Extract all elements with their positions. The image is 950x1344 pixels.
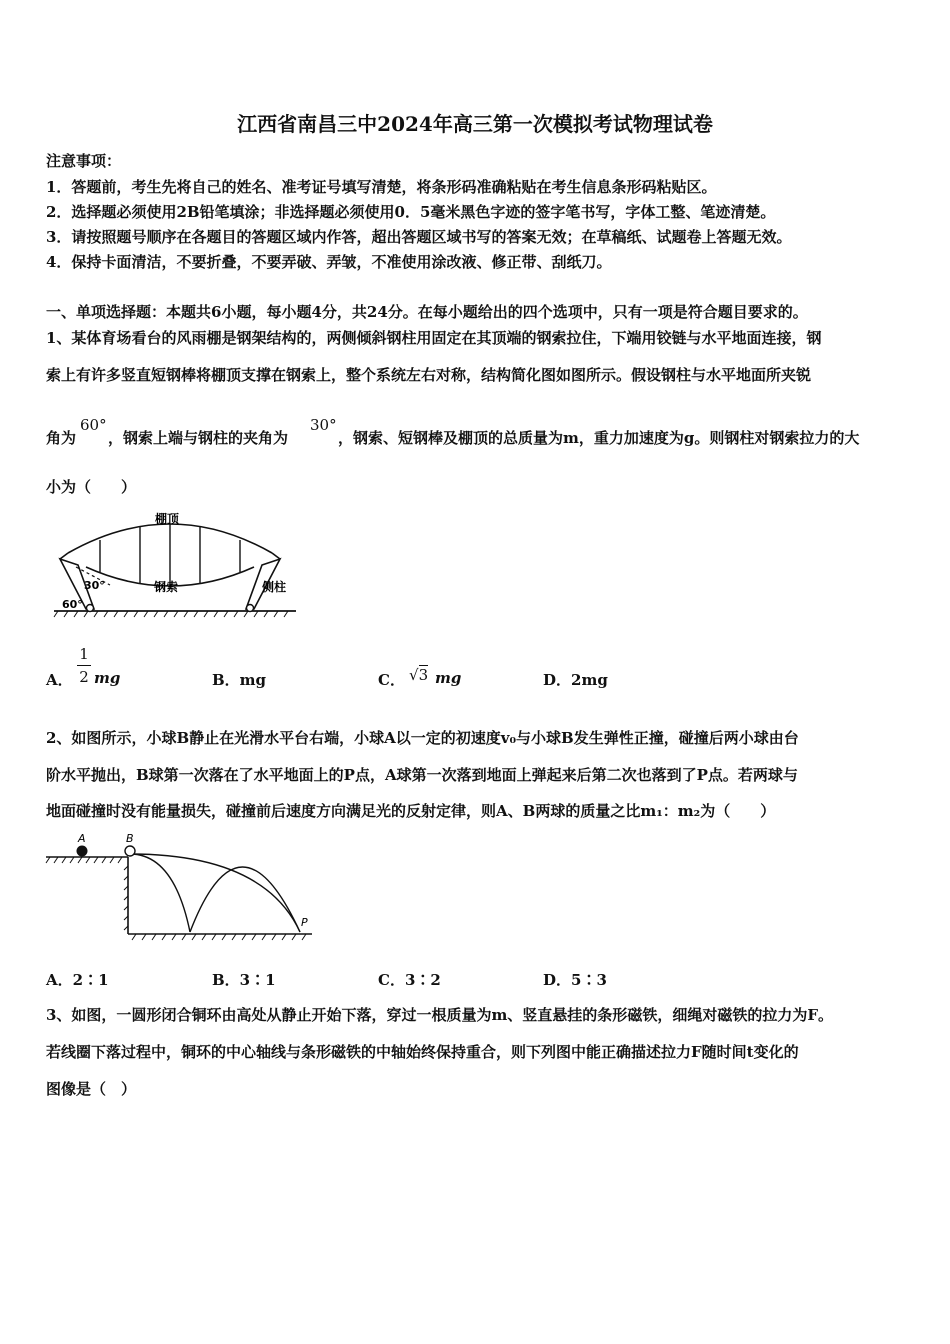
q1-label-30: 30° bbox=[84, 579, 105, 592]
q1-angle-30: 30° bbox=[310, 416, 337, 434]
q3-line-2: 若线圈下落过程中，铜环的中心轴线与条形磁铁的中轴始终保持重合，则下列图中能正确描述拉力F随时间t变化的 bbox=[46, 1043, 799, 1061]
notice-item-1: 1．答题前，考生先将自己的姓名、准考证号填写清楚，将条形码准确粘贴在考生信息条形码粘贴区。 bbox=[46, 178, 717, 196]
q2-label-a: A bbox=[78, 832, 86, 845]
q1-line-2: 索上有许多竖直短钢棒将棚顶支撑在钢索上，整个系统左右对称，结构简化图如图所示。假设钢柱与水平地面所夹锐 bbox=[46, 366, 812, 384]
q1-option-c-label: C． bbox=[378, 671, 405, 689]
q1-option-a-label: A． bbox=[46, 671, 73, 689]
q1-label-pillar: 侧柱 bbox=[262, 580, 287, 594]
q1-line-3b: ，钢索上端与钢柱的夹角为 bbox=[108, 429, 289, 447]
q1-option-a-denominator: 2 bbox=[79, 668, 89, 686]
q1-option-a-fraction bbox=[77, 645, 91, 686]
page-title: 江西省南昌三中2024年高三第一次模拟考试物理试卷 bbox=[237, 112, 713, 136]
q1-option-a-numerator: 1 bbox=[79, 645, 89, 663]
q1-line-3a: 角为 bbox=[46, 429, 77, 447]
q2-line-1: 2、如图所示，小球B静止在光滑水平台右端，小球A以一定的初速度v₀与小球B发生弹性正撞，碰撞后两小球由台 bbox=[46, 729, 799, 747]
q1-label-60: 60° bbox=[62, 598, 83, 611]
q1-label-cable: 钢索 bbox=[154, 580, 179, 594]
q1-line-3c: ，钢索、短钢棒及棚顶的总质量为m，重力加速度为g。则钢柱对钢索拉力的大 bbox=[338, 429, 860, 447]
q1-option-c-tail: mg bbox=[435, 669, 462, 687]
q2-option-d: D．5∶3 bbox=[543, 971, 607, 989]
q2-label-p: P bbox=[301, 916, 308, 929]
q2-option-a: A．2∶1 bbox=[46, 971, 109, 989]
q2-label-b: B bbox=[126, 832, 134, 845]
q3-line-3: 图像是（ ） bbox=[46, 1080, 137, 1098]
q2-line-2: 阶水平抛出，B球第一次落在了水平地面上的P点，A球第一次落到地面上弹起来后第二次也落到了P点。若两球与 bbox=[46, 766, 798, 784]
notice-item-4: 4．保持卡面清洁，不要折叠，不要弄破、弄皱，不准使用涂改液、修正带、刮纸刀。 bbox=[46, 253, 612, 271]
q1-line-1: 1、某体育场看台的风雨棚是钢架结构的，两侧倾斜钢柱用固定在其顶端的钢索拉住，下端用铰链与水平地面连接，钢 bbox=[46, 329, 822, 347]
q1-option-d: D．2mg bbox=[543, 671, 608, 689]
q1-label-roof: 棚顶 bbox=[155, 512, 180, 526]
q1-line-4: 小为（ ） bbox=[46, 478, 137, 496]
q2-line-3: 地面碰撞时没有能量损失，碰撞前后速度方向满足光的反射定律，则A、B两球的质量之比m₁：m₂为（ ） bbox=[46, 802, 776, 820]
section-heading: 一、单项选择题：本题共6小题，每小题4分，共24分。在每小题给出的四个选项中，只有一项是符合题目要求的。 bbox=[46, 303, 808, 321]
q1-option-b: B．mg bbox=[212, 671, 267, 689]
notice-heading: 注意事项： bbox=[46, 152, 122, 170]
notice-item-3: 3．请按照题号顺序在各题目的答题区域内作答，超出答题区域书写的答案无效；在草稿纸、试题卷上答题无效。 bbox=[46, 228, 792, 246]
q1-option-c-radical: √3 bbox=[409, 666, 429, 684]
q1-option-a-tail: mg bbox=[94, 669, 121, 687]
q1-angle-60: 60° bbox=[80, 416, 107, 434]
q2-figure bbox=[44, 832, 319, 942]
q1-figure bbox=[50, 505, 300, 620]
q1-option-c-radicand: 3 bbox=[418, 666, 429, 684]
q2-option-b: B．3∶1 bbox=[212, 971, 276, 989]
notice-item-2: 2．选择题必须使用2B铅笔填涂；非选择题必须使用0．5毫米黑色字迹的签字笔书写，字体工整、笔迹清楚。 bbox=[46, 203, 776, 221]
q2-option-c: C．3∶2 bbox=[378, 971, 441, 989]
q3-line-1: 3、如图，一圆形闭合铜环由高处从静止开始下落，穿过一根质量为m、竖直悬挂的条形磁铁，细绳对磁铁的拉力为F。 bbox=[46, 1006, 833, 1024]
